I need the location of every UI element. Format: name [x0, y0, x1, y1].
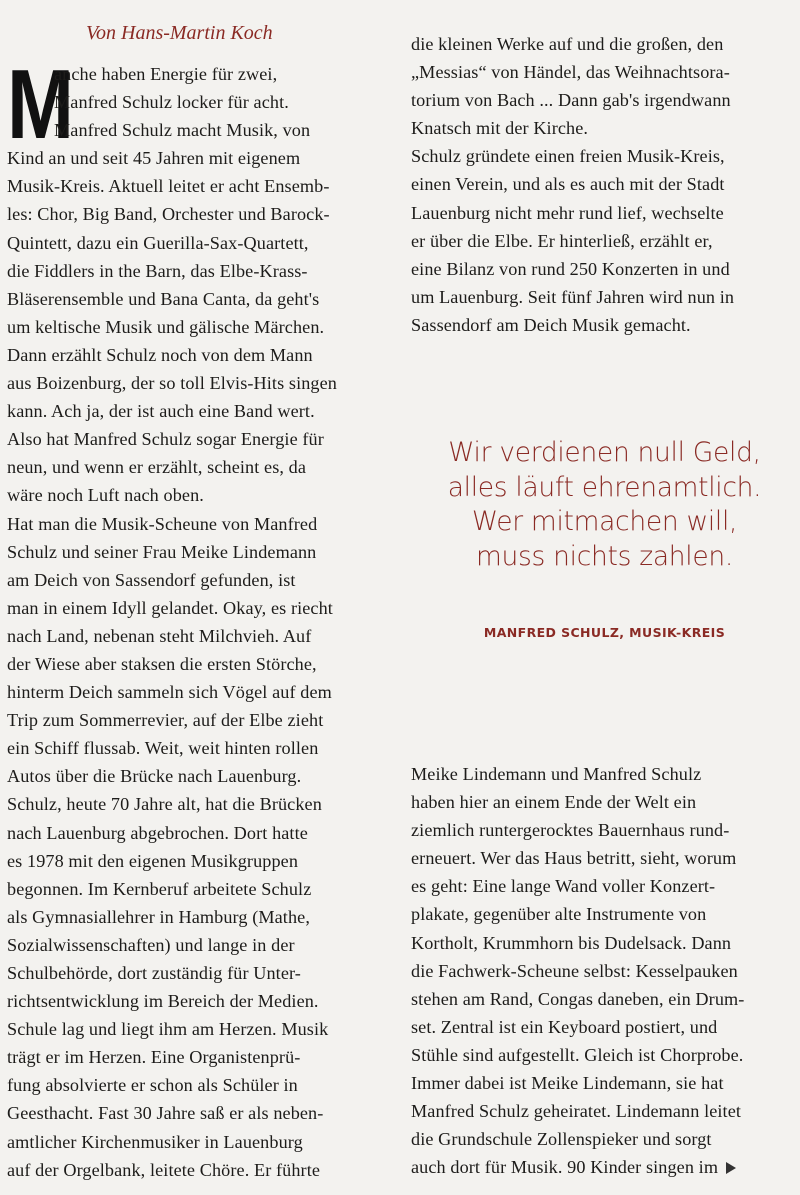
text-line: trägt er im Herzen. Eine Organistenprü- [7, 1047, 301, 1068]
text-line: Musik-Kreis. Aktuell leitet er acht Ensemb- [7, 176, 330, 197]
quote-attribution: MANFRED SCHULZ, MUSIK-KREIS [483, 625, 726, 640]
text-line: stehen am Rand, Congas daneben, ein Drum- [411, 988, 745, 1009]
text-line: ziemlich runtergerocktes Bauernhaus rund- [411, 820, 730, 841]
text-line: um Lauenburg. Seit fünf Jahren wird nun in [411, 286, 735, 307]
text-line: Lauenburg nicht mehr rund lief, wechselte [411, 202, 724, 223]
text-line: die Grundschule Zollenspieker und sorgt [411, 1129, 712, 1150]
text-line: Kind an und seit 45 Jahren mit eigenem [7, 148, 301, 169]
text-line: Hat man die Musik-Scheune von Manfred [7, 513, 318, 534]
text-line: nach Lauenburg abgebrochen. Dort hatte [7, 822, 308, 843]
byline: Von Hans-Martin Koch [86, 22, 273, 44]
text-line: die kleinen Werke auf und die großen, den [411, 34, 724, 54]
text-line: neun, und wenn er erzählt, scheint es, da [7, 457, 307, 478]
quote-line: Wir verdienen null Geld, [448, 437, 761, 468]
text-line: Knatsch mit der Kirche. [411, 118, 589, 139]
text-line: kann. Ach ja, der ist auch eine Band wert. [7, 401, 315, 422]
text-line: Schulz und seiner Frau Meike Lindemann [7, 541, 317, 562]
text-line: als Gymnasiallehrer in Hamburg (Mathe, [7, 906, 310, 927]
text-line: amtlicher Kirchenmusiker in Lauenburg [7, 1131, 303, 1152]
text-line: Schulz gründete einen freien Musik-Kreis, [411, 146, 725, 167]
text-line: fung absolvierte er schon als Schüler in [7, 1075, 298, 1096]
text-line: einen Verein, und als es auch mit der Stadt [411, 174, 725, 195]
text-line: Immer dabei ist Meike Lindemann, sie hat [411, 1073, 724, 1094]
text-line: hinterm Deich sammeln sich Vögel auf dem [7, 682, 332, 703]
quote-line: Wer mitmachen will, [471, 506, 738, 537]
text-line: set. Zentral ist ein Keyboard postiert, und [411, 1016, 718, 1037]
text-line: richtsentwicklung im Bereich der Medien. [7, 991, 319, 1012]
left-column [7, 49, 392, 1184]
text-line: plakate, gegenüber alte Instrumente von [411, 904, 707, 925]
text-line: nach Land, nebenan steht Milchvieh. Auf [7, 625, 312, 646]
text-line: Schulbehörde, dort zuständig für Unter- [7, 963, 301, 983]
text-line: Stühle sind aufgestellt. Gleich ist Chorprobe. [411, 1044, 744, 1065]
text-line: aus Boizenburg, der so toll Elvis-Hits singen [7, 373, 337, 394]
drop-cap: M [7, 49, 74, 159]
text-line: wäre noch Luft nach oben. [7, 485, 204, 506]
text-line: Manfred Schulz macht Musik, von [54, 120, 311, 141]
text-line: der Wiese aber staksen die ersten Störche, [7, 653, 317, 674]
text-line: Dann erzählt Schulz noch von dem Mann [7, 344, 313, 365]
text-line: torium von Bach ... Dann gab's irgendwann [411, 90, 731, 111]
text-line: er über die Elbe. Er hinterließ, erzählt er, [411, 230, 713, 251]
text-line: „Messias“ von Händel, das Weihnachtsora- [411, 62, 730, 83]
text-line: es 1978 mit den eigenen Musikgruppen [7, 850, 299, 871]
right-column-bottom [411, 760, 796, 1181]
text-line: die Fachwerk-Scheune selbst: Kesselpauken [411, 960, 738, 981]
text-line: Sozialwissenschaften) und lange in der [7, 934, 295, 955]
text-line: auch dort für Musik. 90 Kinder singen im [411, 1153, 796, 1181]
continue-arrow-icon [726, 1162, 736, 1174]
text-line: man in einem Idyll gelandet. Okay, es riecht [7, 597, 333, 618]
text-line: Trip zum Sommerrevier, auf der Elbe zieht [7, 710, 324, 731]
text-line: erneuert. Wer das Haus betritt, sieht, worum [411, 848, 737, 869]
text-line: Manfred Schulz geheiratet. Lindemann leitet [411, 1101, 742, 1122]
text-line: um keltische Musik und gälische Märchen. [7, 316, 325, 337]
text-line: Schule lag und liegt ihm am Herzen. Musik [7, 1019, 329, 1040]
text-line: Sassendorf am Deich Musik gemacht. [411, 314, 691, 335]
text-line: ein Schiff flussab. Weit, weit hinten rollen [7, 738, 319, 759]
right-column-top [411, 30, 796, 339]
text-line: die Fiddlers in the Barn, das Elbe-Krass- [7, 260, 308, 281]
text-line: haben hier an einem Ende der Welt ein [411, 792, 697, 813]
text-line: am Deich von Sassendorf gefunden, ist [7, 569, 296, 590]
text-line: Geesthacht. Fast 30 Jahre saß er als neben- [7, 1103, 324, 1124]
text-line: Kortholt, Krummhorn bis Dudelsack. Dann [411, 932, 732, 953]
quote-line: muss nichts zahlen. [476, 540, 733, 572]
text-line: auf der Orgelbank, leitete Chöre. Er führte [7, 1159, 321, 1180]
text-line: begonnen. Im Kernberuf arbeitete Schulz [7, 878, 312, 899]
text-line: anche haben Energie für zwei, [54, 64, 278, 84]
text-line: eine Bilanz von rund 250 Konzerten in und [411, 258, 730, 279]
text-line: Schulz, heute 70 Jahre alt, hat die Brücken [7, 794, 322, 815]
text-line: Bläserensemble und Bana Canta, da geht's [7, 288, 320, 309]
text-line: Meike Lindemann und Manfred Schulz [411, 764, 702, 784]
text-line: Autos über die Brücke nach Lauenburg. [7, 766, 302, 787]
text-line: les: Chor, Big Band, Orchester und Barock- [7, 204, 330, 225]
quote-line: alles läuft ehrenamtlich. [447, 471, 762, 503]
text-line: Also hat Manfred Schulz sogar Energie für [7, 429, 324, 450]
text-line: es geht: Eine lange Wand voller Konzert- [411, 876, 716, 897]
pull-quote [412, 436, 797, 574]
text-line: Quintett, dazu ein Guerilla-Sax-Quartett, [7, 232, 309, 253]
text-line: Manfred Schulz locker für acht. [54, 92, 289, 113]
